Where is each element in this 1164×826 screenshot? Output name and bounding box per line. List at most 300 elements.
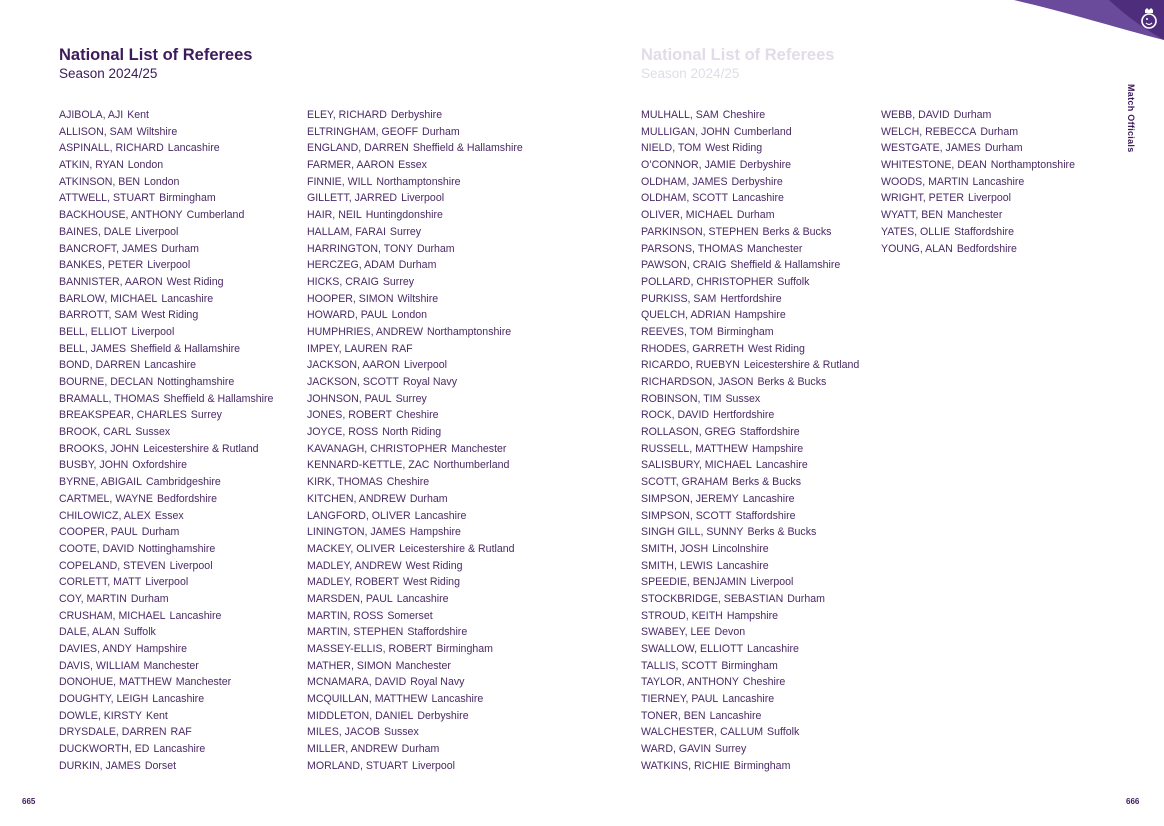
referee-entry: [59, 658, 273, 675]
referee-entry: [307, 524, 523, 541]
referee-name: COPELAND, STEVEN: [59, 559, 166, 572]
referee-name: QUELCH, ADRIAN: [641, 309, 731, 322]
referee-location: Durham: [422, 125, 460, 138]
referee-entry: [59, 374, 273, 391]
referee-name: MILLER, ANDREW: [307, 743, 398, 756]
referee-location: Lancashire: [972, 175, 1025, 188]
referee-name: TONER, BEN: [641, 709, 706, 722]
referee-entry: [59, 508, 273, 525]
referee-location: Sheffield & Hallamshire: [412, 142, 523, 155]
referee-name: BANNISTER, AARON: [59, 275, 163, 288]
referee-entry: [307, 157, 523, 174]
referee-entry: [59, 274, 273, 291]
referee-entry: [641, 407, 859, 424]
referee-location: Liverpool: [750, 576, 794, 589]
referee-location: Essex: [398, 159, 427, 172]
referee-name: MARTIN, STEPHEN: [307, 626, 404, 639]
referee-entry: [641, 190, 859, 207]
referee-name: HALLAM, FARAI: [307, 225, 386, 238]
referee-entry: [59, 291, 273, 308]
referee-location: Lancashire: [144, 359, 197, 372]
referee-name: JONES, ROBERT: [307, 409, 393, 422]
referee-entry: [641, 357, 859, 374]
referee-location: Dorset: [144, 759, 177, 772]
referee-entry: [641, 508, 859, 525]
referee-location: Hampshire: [751, 442, 804, 455]
referee-entry: [307, 407, 523, 424]
referee-location: Lancashire: [709, 709, 762, 722]
referee-location: Cheshire: [742, 676, 786, 689]
referee-entry: [641, 174, 859, 191]
referee-entry: [641, 224, 859, 241]
referee-name: PARSONS, THOMAS: [641, 242, 744, 255]
referee-name: WRIGHT, PETER: [881, 192, 964, 205]
referee-name: DONOHUE, MATTHEW: [59, 676, 172, 689]
referee-name: DUCKWORTH, ED: [59, 743, 150, 756]
referee-name: RICARDO, RUEBYN: [641, 359, 740, 372]
referee-location: Liverpool: [147, 259, 191, 272]
referee-name: CRUSHAM, MICHAEL: [59, 609, 166, 622]
referee-entry: [59, 457, 273, 474]
referee-name: MULHALL, SAM: [641, 109, 719, 121]
referee-name: DOUGHTY, LEIGH: [59, 693, 149, 706]
referee-name: ATKINSON, BEN: [59, 175, 141, 188]
referee-location: Royal Navy: [410, 676, 465, 689]
section-side-label: Match Officials: [1126, 84, 1136, 153]
referee-location: Manchester: [747, 242, 803, 255]
referee-name: CORLETT, MATT: [59, 576, 142, 589]
right-title-block: [641, 46, 834, 82]
referee-location: West Riding: [405, 559, 463, 572]
referee-entry: [881, 140, 1075, 157]
referee-name: MCQUILLAN, MATTHEW: [307, 693, 428, 706]
referee-name: YOUNG, ALAN: [881, 242, 953, 255]
referee-location: Suffolk: [777, 275, 810, 288]
referee-name: DALE, ALAN: [59, 626, 120, 639]
referee-location: London: [127, 159, 164, 172]
referee-location: Manchester: [175, 676, 232, 689]
referee-location: Cheshire: [722, 109, 766, 121]
referee-entry: [641, 758, 859, 775]
referee-entry: [59, 341, 273, 358]
referee-name: DOWLE, KIRSTY: [59, 709, 142, 722]
referee-location: Liverpool: [135, 225, 179, 238]
referee-entry: [641, 691, 859, 708]
page-subtitle: Season 2024/25: [59, 66, 158, 81]
referee-location: Nottinghamshire: [157, 376, 235, 388]
referee-location: West Riding: [748, 342, 805, 355]
referee-location: Derbyshire: [731, 175, 783, 188]
referee-entry: [59, 140, 273, 157]
referee-name: BOND, DARREN: [59, 359, 141, 372]
referee-location: Durham: [161, 242, 199, 255]
referee-name: JACKSON, AARON: [307, 359, 401, 372]
referee-name: BRAMALL, THOMAS: [59, 392, 160, 405]
referee-entry: [307, 758, 523, 775]
referee-name: LININGTON, JAMES: [307, 526, 406, 539]
referee-name: BROOKS, JOHN: [59, 442, 140, 455]
referee-location: Suffolk: [767, 726, 800, 739]
left-title-block: [59, 46, 252, 82]
referee-entry: [307, 558, 523, 575]
referee-entry: [641, 157, 859, 174]
referee-entry: [881, 241, 1075, 258]
referee-name: BELL, JAMES: [59, 342, 127, 355]
referee-location: Lancashire: [722, 693, 775, 706]
referee-location: Durham: [130, 592, 169, 605]
referee-location: Kent: [127, 109, 149, 121]
referee-entry: [641, 658, 859, 675]
referee-entry: [59, 207, 273, 224]
corner-brand-shape: [1014, 0, 1164, 60]
referee-name: ROCK, DAVID: [641, 409, 710, 422]
referee-name: IMPEY, LAUREN: [307, 342, 388, 355]
referee-entry: [307, 724, 523, 741]
referee-name: ELTRINGHAM, GEOFF: [307, 125, 419, 138]
referee-entry: [59, 674, 273, 691]
referee-location: Durham: [409, 492, 448, 505]
referee-location: Manchester: [947, 209, 1003, 222]
referee-entry: [59, 357, 273, 374]
referee-entry: [881, 174, 1075, 191]
referee-entry: [59, 491, 273, 508]
referee-entry: [307, 124, 523, 141]
referee-location: Derbyshire: [739, 159, 791, 172]
referee-entry: [881, 207, 1075, 224]
referee-entry: [59, 157, 273, 174]
referee-location: Berks & Bucks: [762, 225, 832, 238]
referee-name: SIMPSON, JEREMY: [641, 492, 739, 505]
referee-location: Lincolnshire: [712, 542, 769, 555]
referee-name: SPEEDIE, BENJAMIN: [641, 576, 747, 589]
referee-name: HOOPER, SIMON: [307, 292, 394, 305]
referee-location: Hertfordshire: [720, 292, 782, 305]
referee-name: PARKINSON, STEPHEN: [641, 225, 759, 238]
referee-entry: [307, 190, 523, 207]
referee-location: London: [391, 309, 427, 322]
referee-entry: [641, 391, 859, 408]
referee-location: Nottinghamshire: [138, 542, 216, 555]
referee-name: MARTIN, ROSS: [307, 609, 384, 622]
referee-entry: [307, 174, 523, 191]
referee-name: MORLAND, STUART: [307, 759, 409, 772]
referee-name: SMITH, JOSH: [641, 542, 709, 555]
referee-name: SCOTT, GRAHAM: [641, 476, 729, 489]
referee-name: SIMPSON, SCOTT: [641, 509, 732, 522]
referee-entry: [641, 341, 859, 358]
referee-location: Cumberland: [733, 125, 792, 138]
referee-column-1: [59, 107, 273, 775]
referee-location: Liverpool: [131, 325, 175, 338]
referee-entry: [59, 391, 273, 408]
referee-name: TALLIS, SCOTT: [641, 659, 718, 672]
referee-name: ASPINALL, RICHARD: [59, 142, 164, 155]
referee-name: LANGFORD, OLIVER: [307, 509, 411, 522]
referee-entry: [59, 174, 273, 191]
referee-entry: [307, 241, 523, 258]
referee-name: WARD, GAVIN: [641, 743, 712, 756]
referee-location: Liverpool: [169, 559, 213, 572]
referee-column-4: [881, 107, 1075, 257]
referee-name: WESTGATE, JAMES: [881, 142, 981, 155]
referee-entry: [641, 558, 859, 575]
referee-location: Durham: [953, 109, 992, 121]
referee-location: Surrey: [395, 392, 427, 405]
referee-location: Liverpool: [968, 192, 1011, 205]
referee-location: Surrey: [190, 409, 222, 422]
referee-entry: [307, 140, 523, 157]
referee-name: RUSSELL, MATTHEW: [641, 442, 748, 455]
referee-location: Berks & Bucks: [747, 526, 817, 539]
referee-entry: [881, 190, 1075, 207]
referee-location: Lancashire: [169, 609, 222, 622]
referee-name: HUMPHRIES, ANDREW: [307, 325, 423, 338]
referee-entry: [307, 324, 523, 341]
referee-entry: [59, 758, 273, 775]
referee-name: WATKINS, RICHIE: [641, 759, 730, 772]
referee-location: Leicestershire & Rutland: [143, 442, 259, 455]
referee-location: Bedfordshire: [156, 492, 218, 505]
referee-location: West Riding: [403, 576, 460, 589]
referee-name: BREAKSPEAR, CHARLES: [59, 409, 187, 422]
referee-name: MCNAMARA, DAVID: [307, 676, 407, 689]
referee-location: Manchester: [143, 659, 199, 672]
referee-entry: [59, 724, 273, 741]
referee-name: ALLISON, SAM: [59, 125, 133, 138]
referee-location: Oxfordshire: [132, 459, 188, 472]
referee-location: West Riding: [705, 142, 763, 155]
referee-entry: [641, 441, 859, 458]
referee-entry: [59, 257, 273, 274]
referee-location: West Riding: [166, 275, 224, 288]
referee-entry: [881, 157, 1075, 174]
referee-name: BANKES, PETER: [59, 259, 144, 272]
referee-name: FINNIE, WILL: [307, 175, 373, 188]
referee-name: KAVANAGH, CHRISTOPHER: [307, 442, 448, 455]
referee-name: GILLETT, JARRED: [307, 192, 398, 205]
referee-entry: [641, 541, 859, 558]
referee-location: Hertfordshire: [713, 409, 775, 422]
referee-location: Sussex: [725, 392, 761, 405]
referee-location: Staffordshire: [735, 509, 796, 522]
referee-location: Lancashire: [732, 192, 784, 205]
referee-entry: [641, 641, 859, 658]
referee-name: WELCH, REBECCA: [881, 125, 977, 138]
referee-location: Bedfordshire: [956, 242, 1017, 255]
referee-entry: [641, 574, 859, 591]
referee-entry: [59, 324, 273, 341]
referee-entry: [59, 708, 273, 725]
referee-name: STROUD, KEITH: [641, 609, 723, 622]
referee-name: WALCHESTER, CALLUM: [641, 726, 764, 739]
referee-location: Cheshire: [396, 409, 439, 422]
referee-name: ROLLASON, GREG: [641, 426, 736, 439]
referee-entry: [59, 541, 273, 558]
referee-entry: [59, 524, 273, 541]
referee-entry: [641, 457, 859, 474]
referee-location: Birmingham: [721, 659, 778, 672]
referee-name: DURKIN, JAMES: [59, 759, 141, 772]
referee-name: ROBINSON, TIM: [641, 392, 722, 405]
referee-location: Northumberland: [433, 459, 510, 472]
referee-location: Sheffield & Hallamshire: [130, 342, 241, 355]
referee-name: BROOK, CARL: [59, 426, 132, 439]
referee-location: Durham: [401, 743, 440, 756]
referee-location: West Riding: [141, 309, 199, 322]
referee-location: Lancashire: [152, 693, 205, 706]
referee-name: HAIR, NEIL: [307, 209, 362, 222]
referee-name: BANCROFT, JAMES: [59, 242, 158, 255]
referee-location: Cheshire: [386, 476, 430, 489]
referee-location: Manchester: [395, 659, 451, 672]
referee-name: ATTWELL, STUART: [59, 192, 156, 205]
referee-location: Durham: [980, 125, 1019, 138]
referee-location: London: [144, 175, 180, 188]
referee-location: Wiltshire: [397, 292, 439, 305]
referee-entry: [881, 224, 1075, 241]
referee-location: Derbyshire: [390, 109, 443, 121]
referee-entry: [307, 541, 523, 558]
referee-entry: [307, 574, 523, 591]
referee-entry: [307, 441, 523, 458]
referee-entry: [307, 508, 523, 525]
referee-name: PURKISS, SAM: [641, 292, 717, 305]
referee-location: Surrey: [715, 743, 747, 756]
referee-location: Lancashire: [153, 743, 206, 756]
referee-location: Birmingham: [436, 643, 493, 655]
referee-name: TIERNEY, PAUL: [641, 693, 719, 706]
referee-entry: [307, 708, 523, 725]
referee-entry: [307, 491, 523, 508]
referee-entry: [881, 124, 1075, 141]
referee-location: Suffolk: [123, 626, 156, 639]
referee-location: Durham: [141, 526, 180, 539]
referee-name: AJIBOLA, AJI: [59, 109, 124, 121]
referee-location: Birmingham: [733, 759, 791, 772]
referee-location: Surrey: [389, 225, 422, 238]
referee-name: BARLOW, MICHAEL: [59, 292, 158, 305]
referee-name: MASSEY-ELLIS, ROBERT: [307, 643, 433, 655]
referee-name: COY, MARTIN: [59, 592, 127, 605]
referee-name: SALISBURY, MICHAEL: [641, 459, 752, 472]
referee-entry: [307, 641, 523, 658]
referee-name: SINGH GILL, SUNNY: [641, 526, 744, 539]
referee-entry: [307, 107, 523, 124]
referee-name: OLDHAM, JAMES: [641, 175, 728, 188]
referee-name: SMITH, LEWIS: [641, 559, 713, 572]
referee-location: Lancashire: [161, 292, 214, 305]
page-title: National List of Referees: [59, 46, 253, 64]
referee-location: Devon: [714, 626, 746, 639]
referee-entry: [59, 190, 273, 207]
referee-entry: [641, 207, 859, 224]
referee-name: HICKS, CRAIG: [307, 275, 379, 288]
referee-entry: [307, 307, 523, 324]
referee-name: HERCZEG, ADAM: [307, 259, 395, 272]
referee-location: Royal Navy: [402, 376, 457, 388]
referee-entry: [59, 558, 273, 575]
referee-location: Durham: [787, 592, 825, 605]
referee-name: RHODES, GARRETH: [641, 342, 745, 355]
referee-location: Birmingham: [717, 325, 774, 338]
referee-name: WEBB, DAVID: [881, 109, 950, 121]
referee-name: MADLEY, ROBERT: [307, 576, 400, 589]
referee-entry: [307, 591, 523, 608]
referee-location: Sheffield & Hallamshire: [163, 392, 274, 405]
referee-location: Derbyshire: [417, 709, 469, 722]
referee-location: Staffordshire: [407, 626, 468, 639]
referee-name: KIRK, THOMAS: [307, 476, 383, 489]
referee-entry: [307, 357, 523, 374]
referee-entry: [641, 307, 859, 324]
referee-entry: [59, 441, 273, 458]
referee-entry: [641, 291, 859, 308]
referee-location: Hampshire: [135, 643, 188, 655]
referee-location: Liverpool: [145, 576, 189, 589]
referee-name: SWABEY, LEE: [641, 626, 711, 639]
referee-name: MADLEY, ANDREW: [307, 559, 402, 572]
referee-entry: [307, 391, 523, 408]
referee-name: DAVIES, ANDY: [59, 643, 132, 655]
referee-name: CHILOWICZ, ALEX: [59, 509, 151, 522]
referee-location: Sussex: [135, 426, 171, 439]
referee-entry: [307, 374, 523, 391]
referee-entry: [59, 424, 273, 441]
referee-location: Lancashire: [414, 509, 467, 522]
referee-entry: [307, 474, 523, 491]
referee-entry: [307, 658, 523, 675]
referee-name: JOHNSON, PAUL: [307, 392, 392, 405]
referee-name: PAWSON, CRAIG: [641, 259, 727, 272]
referee-location: Lancashire: [167, 142, 220, 155]
referee-entry: [641, 274, 859, 291]
referee-entry: [59, 124, 273, 141]
referee-entry: [59, 574, 273, 591]
referee-name: COOPER, PAUL: [59, 526, 138, 539]
referee-location: Huntingdonshire: [365, 209, 443, 222]
referee-entry: [641, 374, 859, 391]
referee-name: WHITESTONE, DEAN: [881, 159, 987, 172]
referee-entry: [307, 291, 523, 308]
referee-location: Liverpool: [412, 759, 456, 772]
referee-name: FARMER, AARON: [307, 159, 395, 172]
referee-entry: [641, 608, 859, 625]
referee-location: Durham: [984, 142, 1023, 155]
referee-name: MARSDEN, PAUL: [307, 592, 393, 605]
referee-location: RAF: [170, 726, 192, 739]
referee-location: Hampshire: [726, 609, 779, 622]
referee-location: Hampshire: [409, 526, 461, 539]
referee-name: BUSBY, JOHN: [59, 459, 129, 472]
referee-name: POLLARD, CHRISTOPHER: [641, 275, 774, 288]
referee-location: Birmingham: [159, 192, 216, 205]
referee-location: Liverpool: [401, 192, 445, 205]
referee-entry: [59, 307, 273, 324]
referee-location: Lancashire: [747, 643, 799, 655]
referee-location: Somerset: [387, 609, 433, 622]
referee-location: Lancashire: [742, 492, 795, 505]
referee-location: Lancashire: [396, 592, 449, 605]
referee-entry: [59, 107, 273, 124]
referee-entry: [641, 724, 859, 741]
referee-location: Lancashire: [431, 693, 484, 706]
referee-location: Sussex: [384, 726, 419, 739]
referee-location: Manchester: [451, 442, 507, 455]
referee-entry: [641, 674, 859, 691]
referee-name: RICHARDSON, JASON: [641, 376, 754, 388]
referee-name: ENGLAND, DARREN: [307, 142, 409, 155]
page-subtitle-faded: Season 2024/25: [641, 66, 740, 81]
